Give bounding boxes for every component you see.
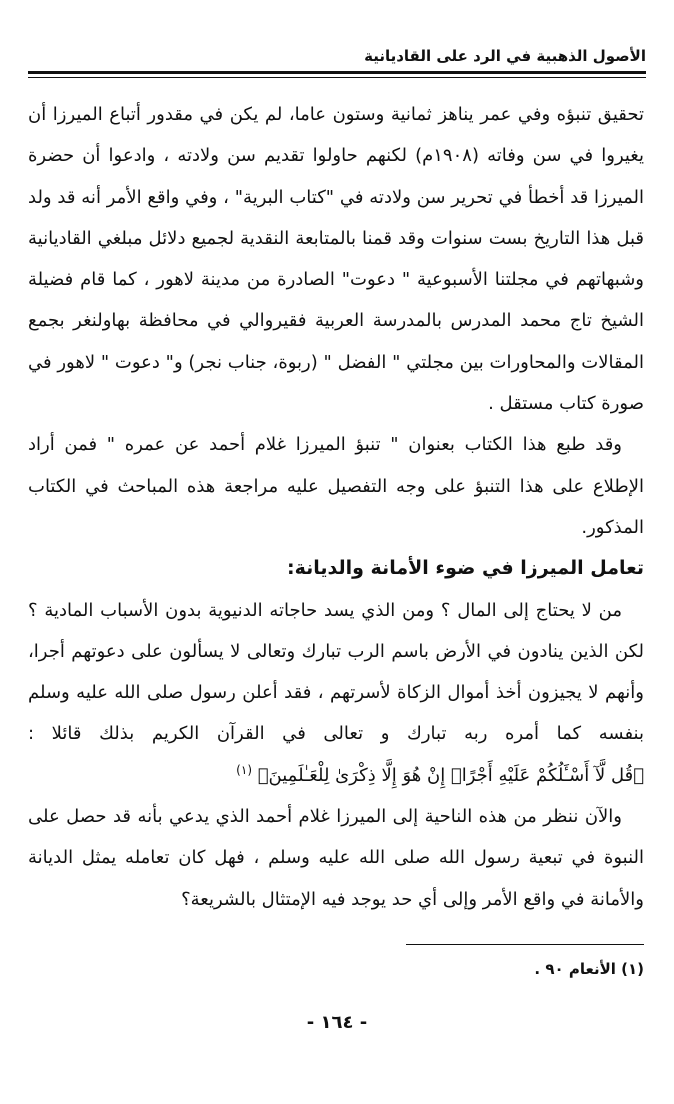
main-text [28,94,644,920]
footnote-1: (١) الأنعام ٩٠ . [534,960,644,978]
footnote-separator [406,944,644,945]
header-rule-thin [28,77,646,78]
paragraph-1: تحقيق تنبؤه وفي عمر يناهز ثمانية وستون عاما، لم يكن في مقدور أتباع الميرزا أن يغيروا في سن وفاته (١٩٠٨م) لكنهم حاولوا تقديم سن ولادته ، وادعوا أن حضرة الميرزا قد أخطأ في تحرير سن ولادته في "كتاب البرية" ، وفي واقع الأمر أنه قد ولد قبل هذا التاريخ بست سنوات وقد قمنا بالمتابعة النقدية لجميع دلائل مبلغي القاديانية وشبهاتهم في مجلتنا الأسبوعية " دعوت" الصادرة من مدينة لاهور ، كما قام فضيلة الشيخ تاج محمد المدرس بالمدرسة العربية فقيروالي في محافظة بهاولنغر بجمع المقالات والمحاورات بين مجلتي " الفضل " (ربوة، جناب نجر) و" دعوت " لاهور في صورة كتاب مستقل . [28,104,644,415]
footnote-reference: (١) [236,762,252,777]
page-number: - ١٦٤ - [306,1012,368,1033]
paragraph-3 [28,590,644,796]
quran-verse: ﴿قُل لَّآ أَسْـَٔلُكُمْ عَلَيْهِ أَجْرًاۖ إِنْ هُوَ إِلَّا ذِكْرَىٰ لِلْعَـٰلَمِينَ﴾ [257,764,644,786]
paragraph-2: وقد طبع هذا الكتاب بعنوان " تنبؤ الميرزا غلام أحمد عن عمره " فمن أراد الإطلاع على هذا التنبؤ على وجه التفصيل عليه مراجعة هذه المباحث في الكتاب المذكور. [28,434,644,538]
paragraph-3-text: من لا يحتاج إلى المال ؟ ومن الذي يسد حاجاته الدنيوية بدون الأسباب المادية ؟ لكن الذين ينادون في الأرض باسم الرب تبارك وتعالى لا يسألون على دعوتهم أجرا، وأنهم لا يجيزون أخذ أموال الزكاة لأسرتهم ، فقد أعلن رسول صلى الله عليه وسلم بنفسه كما أمره ربه تبارك و تعالى في القرآن الكريم بذلك قائلا : [28,599,644,745]
section-heading: تعامل الميرزا في ضوء الأمانة والديانة: [286,557,644,580]
running-header-title: الأصول الذهبية في الرد على القاديانية [364,47,646,65]
paragraph-4: والآن ننظر من هذه الناحية إلى الميرزا غلام أحمد الذي يدعي بأنه قد حصل على النبوة في تبعية رسول الله صلى الله عليه وسلم ، فهل كان تعامله يمثل الديانة والأمانة في واقع الأمر وإلى أي حد يوجد فيه الإمتثال بالشريعة؟ [28,806,644,910]
header-rule-thick [28,71,646,74]
